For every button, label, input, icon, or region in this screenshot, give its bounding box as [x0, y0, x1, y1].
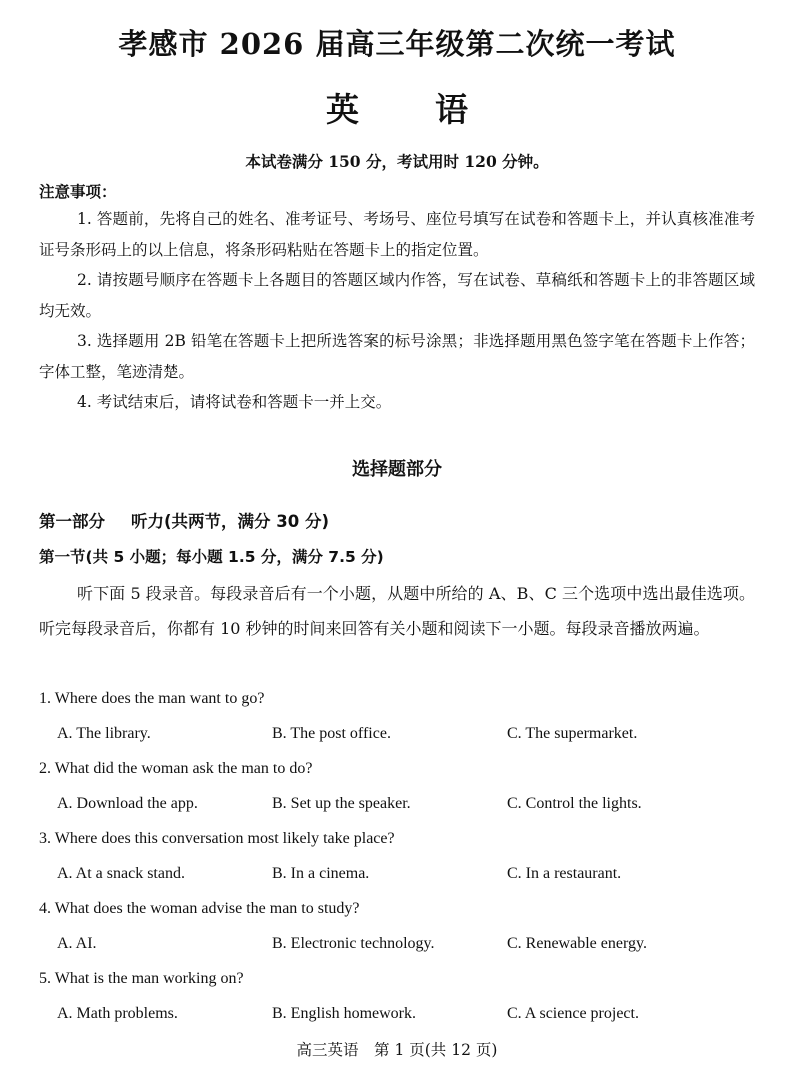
- question-list: [39, 684, 759, 1034]
- option-c: C. Control the lights.: [507, 795, 642, 812]
- notice-list: [39, 204, 755, 418]
- question-options: [39, 719, 759, 754]
- question-options: [39, 999, 759, 1034]
- question-options: [39, 859, 759, 894]
- notice-item: 4. 考试结束后，请将试卷和答题卡一并上交。: [77, 393, 392, 411]
- notice-item: 3. 选择题用 2B 铅笔在答题卡上把所选答案的标号涂黑；非选择题用黑色签字笔在答题卡上作答；字体工整，笔迹清楚。: [39, 332, 755, 381]
- sub-section-title: 第一节(共 5 小题；每小题 1.5 分，满分 7.5 分): [39, 548, 384, 566]
- option-c: C. Renewable energy.: [507, 935, 647, 952]
- question-stem: 1. Where does the man want to go?: [39, 690, 265, 707]
- option-a: A. The library.: [57, 725, 151, 742]
- question-options: [39, 929, 759, 964]
- option-a: A. Math problems.: [57, 1005, 178, 1022]
- option-b: B. Set up the speaker.: [272, 795, 411, 812]
- option-a: A. AI.: [57, 935, 97, 952]
- part-title: [39, 508, 329, 532]
- section-title: 选择题部分: [352, 459, 442, 480]
- question-stem: 2. What did the woman ask the man to do?: [39, 760, 313, 777]
- option-b: B. English homework.: [272, 1005, 416, 1022]
- subject-title: [0, 84, 794, 131]
- option-c: C. In a restaurant.: [507, 865, 622, 882]
- notice-item: 2. 请按题号顺序在答题卡上各题目的答题区域内作答，写在试卷、草稿纸和答题卡上的非答题区域均无效。: [39, 271, 755, 320]
- subject-char-1: 英: [326, 90, 359, 129]
- part-label: 第一部分: [39, 512, 105, 531]
- option-b: B. In a cinema.: [272, 865, 370, 882]
- exam-title: 孝感市 2026 届高三年级第二次统一考试: [118, 27, 676, 61]
- option-a: A. Download the app.: [57, 795, 198, 812]
- option-a: A. At a snack stand.: [57, 865, 185, 882]
- listening-instructions: 听下面 5 段录音。每段录音后有一个小题，从题中所给的 A、B、C 三个选项中选出最佳选项。听完每段录音后，你都有 10 秒钟的时间来回答有关小题和阅读下一小题。每段录音播放两遍。: [39, 584, 755, 638]
- notice-item: 1. 答题前，先将自己的姓名、准考证号、考场号、座位号填写在试卷和答题卡上，并认真核准准考证号条形码上的以上信息，将条形码粘贴在答题卡上的指定位置。: [39, 210, 755, 259]
- page-footer: 高三英语 第 1 页(共 12 页): [296, 1041, 498, 1059]
- option-b: B. The post office.: [272, 725, 391, 742]
- question-stem: 5. What is the man working on?: [39, 970, 244, 987]
- option-c: C. A science project.: [507, 1005, 639, 1022]
- notice-heading: 注意事项：: [39, 182, 117, 201]
- question-stem: 3. Where does this conversation most likely take place?: [39, 830, 395, 847]
- score-line: 本试卷满分 150 分，考试用时 120 分钟。: [245, 152, 549, 171]
- part-text: 听力(共两节，满分 30 分): [131, 512, 330, 531]
- option-c: C. The supermarket.: [507, 725, 638, 742]
- question-options: [39, 789, 759, 824]
- subject-char-2: 语: [435, 90, 468, 129]
- question-stem: 4. What does the woman advise the man to study?: [39, 900, 360, 917]
- option-b: B. Electronic technology.: [272, 935, 435, 952]
